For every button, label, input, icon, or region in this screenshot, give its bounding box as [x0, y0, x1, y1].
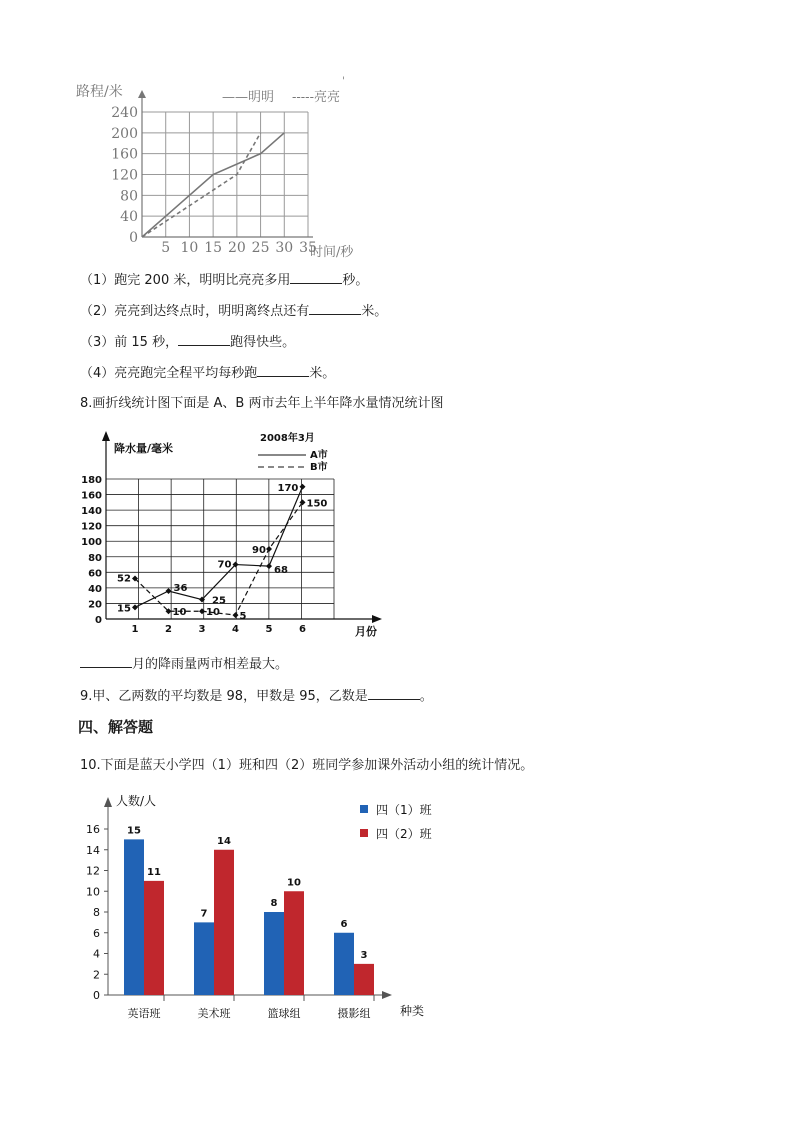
x-tick-label: 15: [204, 240, 223, 256]
bar-value-label: 11: [147, 866, 161, 878]
y-tick-label: 20: [88, 599, 102, 611]
bar-class1: [264, 912, 284, 995]
q7-4: [80, 364, 335, 383]
data-label: 70: [217, 559, 232, 571]
legend-swatch-class2: [360, 829, 368, 837]
x-tick-label: 5: [265, 624, 273, 635]
section-title: 四、解答题: [78, 718, 154, 736]
chart2-xlabel: 月份: [355, 625, 377, 638]
y-tick-label: 0: [129, 230, 138, 246]
y-tick-label: 140: [81, 506, 102, 518]
y-tick-label: 120: [81, 521, 102, 533]
y-tick-label: 0: [93, 989, 100, 1002]
data-point: [266, 563, 272, 569]
chart3-xlabel: 种类: [400, 1004, 425, 1018]
chart2-legend-a: A市: [310, 450, 328, 461]
y-tick-label: 4: [93, 947, 100, 961]
y-tick-label: 60: [88, 568, 102, 580]
stray-mark: ': [342, 76, 345, 87]
data-label: 150: [306, 498, 328, 510]
data-point: [266, 546, 272, 552]
q10-title: 10.下面是蓝天小学四（1）班和四（2）班同学参加课外活动小组的统计情况。: [80, 758, 534, 773]
bar-class2: [354, 964, 374, 995]
y-tick-label: 80: [88, 552, 102, 564]
bar-class2: [284, 891, 304, 995]
q7-1: [80, 271, 368, 290]
chart3-ylabel: 人数/人: [116, 794, 157, 808]
chart2-ylabel: 降水量/毫米: [114, 442, 174, 455]
data-label: 90: [252, 545, 266, 556]
q7-3-tail: 跑得快些。: [230, 335, 296, 350]
x-tick-label: 35: [299, 240, 317, 256]
y-tick-label: 40: [88, 583, 102, 595]
q9: [80, 687, 433, 706]
q7-2-tail: 米。: [361, 304, 388, 319]
y-axis-arrow: [104, 797, 112, 807]
chart1-ylabel: 路程/米: [76, 84, 123, 100]
x-tick-label: 篮球组: [267, 1007, 301, 1020]
x-tick-label: 30: [275, 240, 294, 256]
y-axis-arrow: [138, 90, 146, 98]
x-tick-label: 4: [232, 624, 239, 635]
rainfall-chart: [80, 425, 410, 645]
y-axis-arrow: [102, 431, 110, 441]
bar-value-label: 3: [360, 949, 368, 961]
chart1-legend-dashed: -----亮亮: [292, 90, 340, 105]
chart2-legend-b: B市: [310, 462, 328, 473]
x-tick-label: 25: [251, 240, 270, 256]
x-axis-arrow: [382, 991, 392, 999]
x-tick-label: 5: [161, 240, 171, 256]
y-tick-label: 2: [93, 968, 100, 982]
q7-3-blank[interactable]: [178, 333, 230, 346]
q8-blank[interactable]: [80, 655, 132, 668]
data-point: [132, 604, 138, 610]
bar-value-label: 15: [127, 825, 141, 837]
y-tick-label: 8: [93, 906, 100, 919]
y-tick-label: 180: [81, 475, 102, 486]
y-tick-label: 10: [86, 885, 100, 899]
data-label: 36: [173, 583, 188, 594]
data-label: 52: [117, 573, 131, 585]
chart3-legend-2: 四（2）班: [376, 827, 432, 841]
y-tick-label: 12: [86, 864, 100, 878]
bar-value-label: 10: [287, 877, 301, 889]
x-tick-label: 英语班: [127, 1007, 161, 1020]
chart1-legend-solid: ——明明: [222, 90, 275, 105]
y-tick-label: 14: [86, 843, 100, 857]
x-axis-arrow: [372, 615, 382, 623]
bar-class2: [214, 850, 234, 995]
q8-answer: [80, 655, 288, 674]
q7-2-text: （2）亮亮到达终点时，明明离终点还有: [80, 304, 310, 319]
x-tick-label: 2: [165, 624, 172, 635]
data-point: [166, 588, 172, 594]
data-label: 25: [212, 595, 226, 607]
y-tick-label: 40: [120, 209, 138, 226]
q7-1-text: （1）跑完 200 米，明明比亮亮多用: [80, 273, 291, 288]
data-label: 5: [239, 611, 247, 623]
q9-blank[interactable]: [368, 687, 420, 700]
x-tick-label: 20: [227, 240, 246, 256]
q7-1-tail: 秒。: [342, 273, 369, 288]
y-tick-label: 6: [93, 926, 100, 940]
x-tick-label: 摄影组: [337, 1007, 371, 1020]
q9-tail: 。: [419, 689, 433, 704]
bar-class1: [334, 933, 354, 995]
chart1-xlabel: 时间/秒: [310, 245, 354, 260]
chart2-legend-title: 2008年3月: [260, 433, 315, 444]
data-point: [300, 484, 306, 490]
q8-answer-text: 月的降雨量两市相差最大。: [132, 657, 289, 672]
y-tick-label: 80: [120, 188, 138, 205]
y-tick-label: 120: [111, 167, 138, 184]
bar-value-label: 8: [270, 898, 278, 909]
q7-4-tail: 米。: [309, 366, 336, 381]
y-tick-label: 16: [86, 823, 100, 836]
data-label: 10: [172, 607, 187, 619]
y-tick-label: 240: [111, 105, 138, 121]
data-label: 10: [206, 607, 220, 619]
y-tick-label: 100: [81, 537, 102, 549]
bar-value-label: 6: [340, 918, 348, 930]
x-tick-label: 10: [180, 240, 199, 256]
q7-2: [80, 302, 387, 321]
y-tick-label: 200: [111, 125, 138, 142]
bar-class2: [144, 881, 164, 995]
y-tick-label: 160: [81, 490, 102, 502]
data-label: 68: [274, 565, 288, 577]
q7-4-blank[interactable]: [257, 364, 309, 377]
y-tick-label: 160: [111, 146, 138, 163]
q9-text: 9.甲、乙两数的平均数是 98，甲数是 95，乙数是: [80, 689, 368, 704]
data-point: [233, 612, 239, 618]
q7-2-blank[interactable]: [309, 302, 361, 315]
distance-time-chart: [70, 70, 370, 265]
chart3-legend-1: 四（1）班: [376, 803, 432, 817]
city-a-line: [135, 487, 303, 608]
bar-value-label: 7: [200, 908, 208, 920]
data-label: 15: [117, 603, 131, 615]
q7-3: [80, 333, 295, 352]
bar-class1: [194, 922, 214, 995]
activity-bar-chart: [80, 785, 450, 1035]
x-tick-label: 1: [131, 624, 139, 635]
bar-class1: [124, 839, 144, 995]
q7-4-text: （4）亮亮跑完全程平均每秒跑: [80, 366, 258, 381]
x-tick-label: 3: [198, 624, 206, 635]
q7-1-blank[interactable]: [290, 271, 342, 284]
x-tick-label: 6: [299, 624, 306, 635]
q7-3-text: （3）前 15 秒，: [80, 335, 179, 350]
x-tick-label: 美术班: [197, 1007, 231, 1020]
y-tick-label: 0: [95, 615, 102, 626]
legend-swatch-class1: [360, 805, 368, 813]
q8-title: 8.画折线统计图下面是 A、B 两市去年上半年降水量情况统计图: [80, 396, 444, 411]
data-label: 170: [277, 482, 299, 494]
bar-value-label: 14: [217, 835, 231, 847]
